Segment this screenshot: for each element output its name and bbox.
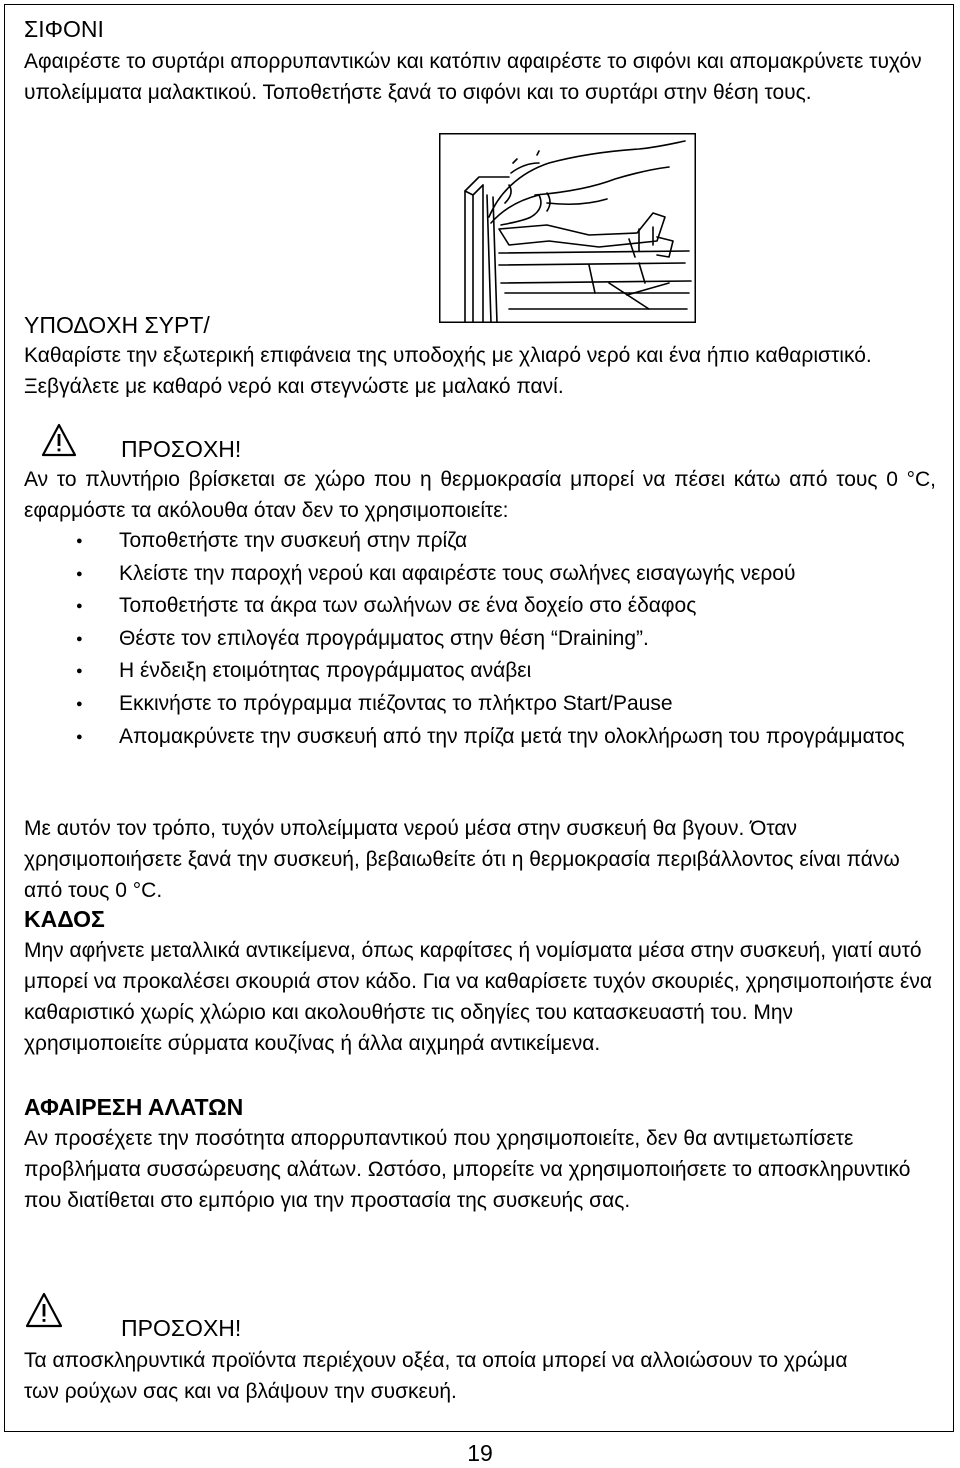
drum-heading: ΚΑΔΟΣ: [24, 906, 105, 932]
list-item: ● Θέστε τον επιλογέα προγράμματος στην θέση “Draining”.: [24, 623, 936, 656]
list-item: ● Η ένδειξη ετοιμότητας προγράμματος ανάβει: [24, 655, 936, 688]
drawer-text: Καθαρίστε την εξωτερική επιφάνεια της υποδοχής με χλιαρό νερό και ένα ήπιο καθαριστικό. Ξεβγάλετε με καθαρό νερό και στεγνώστε με μαλακό πανί.: [24, 344, 872, 398]
winterize-steps-list: [24, 525, 936, 753]
siphon-removal-illustration: [439, 133, 696, 323]
warning2-text: Τα αποσκληρυντικά προϊόντα περιέχουν οξέα, τα οποία μπορεί να αλλοιώσουν το χρώμα των ρούχων σας και να βλάψουν την συσκευή.: [24, 1349, 848, 1403]
descaling-heading: ΑΦΑΙΡΕΣΗ ΑΛΑΤΩΝ: [24, 1094, 244, 1120]
warning2-title: ΠΡΟΣΟΧΗ!: [121, 1315, 242, 1341]
warning-triangle-icon: [40, 422, 78, 458]
warning-outro: Με αυτόν τον τρόπο, τυχόν υπολείμματα νερού μέσα στην συσκευή θα βγουν. Όταν χρησιμοποιήσετε ξανά την συσκευή, βεβαιωθείτε ότι η θερμοκρασία περιβάλλοντος είναι πάνω από τους 0 °C.: [24, 817, 900, 902]
descaling-text: Αν προσέχετε την ποσότητα απορρυπαντικού που χρησιμοποιείτε, δεν θα αντιμετωπίσετε προβλήματα συσσώρευσης αλάτων. Ωστόσο, μπορείτε να χρησιμοποιήσετε το αποσκληρυντικό που διατίθεται στο εμπόριο για την προστασία της συσκευής σας.: [24, 1127, 911, 1212]
list-item: ● Εκκινήστε το πρόγραμμα πιέζοντας το πλήκτρο Start/Pause: [24, 688, 936, 721]
drawer-heading: ΥΠΟΔΟΧΗ ΣΥΡΤ/: [24, 312, 210, 338]
siphon-text: Αφαιρέστε το συρτάρι απορρυπαντικών και κατόπιν αφαιρέστε το σιφόνι και απομακρύνετε τυχόν υπολείμματα μαλακτικού. Τοποθετήστε ξανά το σιφόνι και το συρτάρι στην θέση τους.: [24, 50, 922, 104]
drum-text: Μην αφήνετε μεταλλικά αντικείμενα, όπως καρφίτσες ή νομίσματα μέσα στην συσκευή, γιατί αυτό μπορεί να προκαλέσει σκουριά στον κάδο. Για να καθαρίσετε τυχόν σκουριές, χρησιμοποιήστε ένα καθαριστικό χωρίς χλώριο και ακολουθήστε τις οδηγίες του κατασκευαστή του. Μην χρησιμοποιείτε σύρματα κουζίνας ή άλλα αιχμηρά αντικείμενα.: [24, 939, 933, 1055]
warning-title: ΠΡΟΣΟΧΗ!: [121, 436, 242, 462]
list-item: ● Τοποθετήστε τα άκρα των σωλήνων σε ένα δοχείο στο έδαφος: [24, 590, 936, 623]
page-number: 19: [467, 1440, 493, 1466]
list-item: ● Κλείστε την παροχή νερού και αφαιρέστε τους σωλήνες εισαγωγής νερού: [24, 558, 936, 591]
siphon-heading: ΣΙΦΟΝΙ: [24, 16, 104, 42]
list-item: ● Τοποθετήστε την συσκευή στην πρίζα: [24, 525, 936, 558]
warning-triangle-icon: [24, 1291, 64, 1329]
warning-intro: Αν το πλυντήριο βρίσκεται σε χώρο που η θερμοκρασία μπορεί να πέσει κάτω από τους 0 °C, εφαρμόστε τα ακόλουθα όταν δεν το χρησιμοποιείτε:: [24, 468, 936, 522]
list-item: ● Απομακρύνετε την συσκευή από την πρίζα μετά την ολοκλήρωση του προγράμματος: [24, 721, 936, 754]
